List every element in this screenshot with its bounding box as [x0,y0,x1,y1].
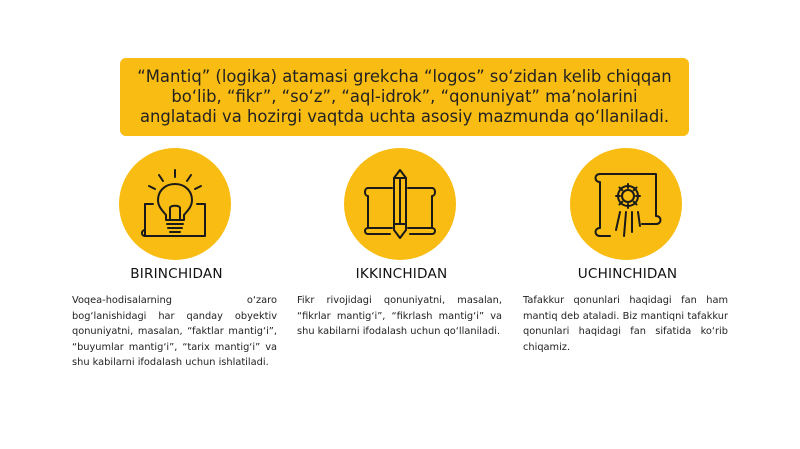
icon-circle [344,148,456,260]
column-text: Fikr rivojidagi qonuniyatni, masalan, “fikrlar mantig‘i”, “fikrlash mantig‘i” va shu kabilarni ifodalash uchun qo‘llaniladi. [297,295,502,337]
intro-banner [120,58,689,136]
intro-text: “Mantiq” (logika) atamasi grekcha “logos” so‘zidan kelib chiqqan bo‘lib, “fikr”, “so‘z”, “aql-idrok”, “qonuniyat” ma’nolarini anglatadi va hozirgi vaqtda uchta asosiy mazmunda qo‘llaniladi. [137,67,672,126]
column-heading: IKKINCHIDAN [355,266,448,282]
column-heading: UCHINCHIDAN [577,266,678,282]
lightbulb-icon [135,164,215,244]
icon-circle [570,148,682,260]
gear-scroll-icon [586,164,666,244]
icon-circle [119,148,231,260]
column-text: Tafakkur qonunlari haqidagi fan ham mantiq deb ataladi. Biz mantiqni tafakkur qonunlari haqidagi fan sifatida ko‘rib chiqamiz. [523,295,728,353]
pencil-scroll-icon [360,164,440,244]
column-heading: BIRINCHIDAN [130,266,223,282]
column-text: Voqea-hodisalarning o‘zaro bog‘lanishidagi har qanday obyektiv qonuniyatni, masalan, “faktlar mantig‘i”, “buyumlar mantig‘i”, “tarix mantig‘i” va shu kabilarni ifodalash uchun ishlatiladi. [72,295,277,368]
